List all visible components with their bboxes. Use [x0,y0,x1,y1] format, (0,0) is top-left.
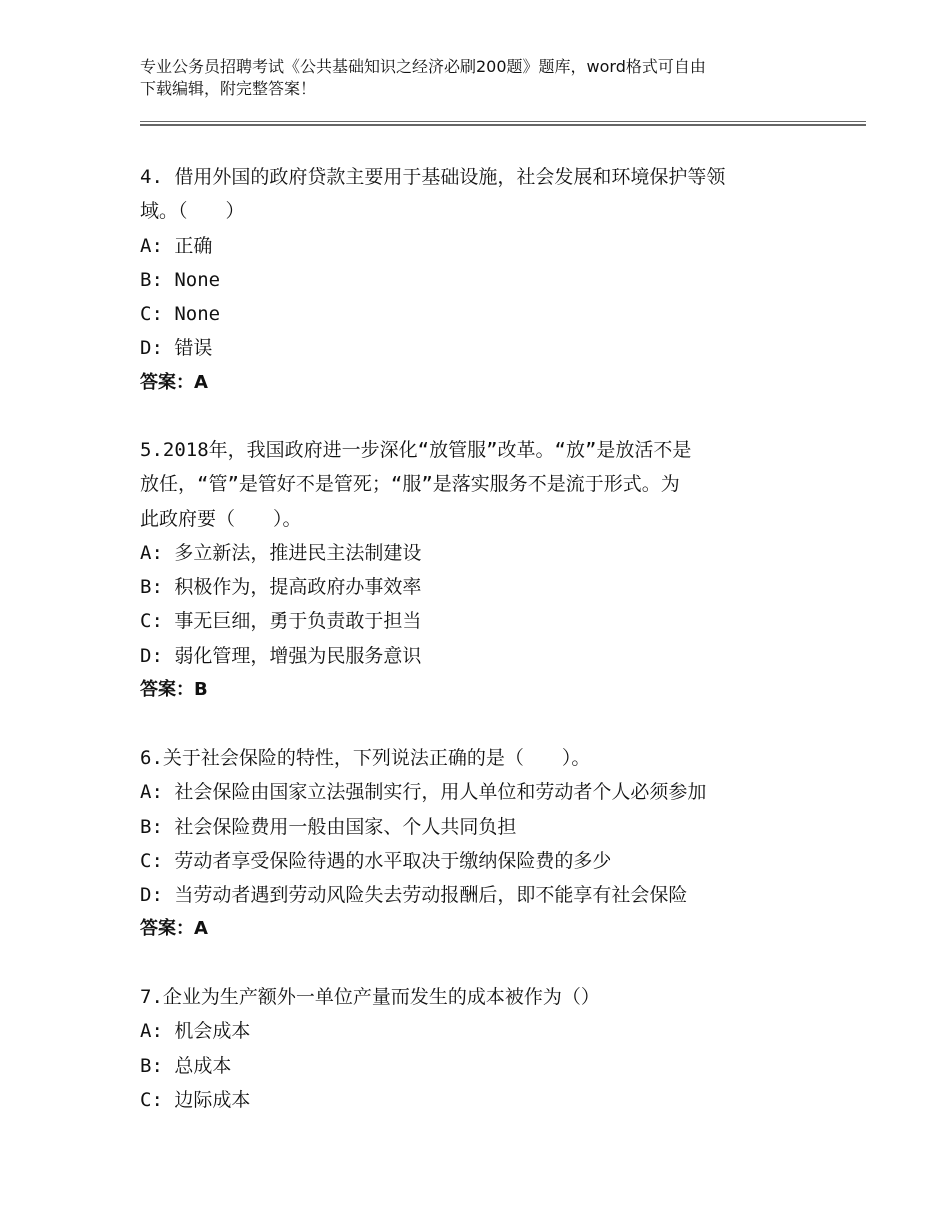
option-d: D: 当劳动者遇到劳动风险失去劳动报酬后，即不能享有社会保险 [140,884,688,907]
option-b: B: 总成本 [140,1054,232,1077]
question-7 [140,980,840,1117]
question-stem-line: 此政府要（ ）。 [140,507,302,530]
question-stem-line: 7.企业为生产额外一单位产量而发生的成本被作为（） [140,986,600,1008]
option-b: B: 社会保险费用一般由国家、个人共同负担 [140,815,517,838]
answer: 答案：A [140,371,208,393]
option-a: A: 机会成本 [140,1020,251,1043]
option-b: B: 积极作为，提高政府办事效率 [140,576,422,599]
document-header [140,56,840,100]
option-a: A: 社会保险由国家立法强制实行，用人单位和劳动者个人必须参加 [140,781,707,804]
option-c: C: 事无巨细，勇于负责敢于担当 [140,610,422,633]
question-stem-line: 域。（ ） [140,200,245,223]
question-stem-line: 5.2018年，我国政府进一步深化“放管服”改革。“放”是放活不是 [140,439,692,461]
answer: 答案：A [140,918,208,940]
option-c: C: 边际成本 [140,1088,251,1111]
header-divider-top [140,121,866,122]
header-divider-bottom [140,124,866,126]
question-4 [140,160,840,400]
header-line-2: 下载编辑，附完整答案！ [140,79,317,98]
question-5 [140,433,840,707]
option-c: C: 劳动者享受保险待遇的水平取决于缴纳保险费的多少 [140,849,612,872]
option-b: B: None [140,268,221,291]
option-a: A: 正确 [140,234,213,257]
question-6 [140,741,840,947]
question-stem-line: 6.关于社会保险的特性，下列说法正确的是（ ）。 [140,747,591,769]
option-d: D: 错误 [140,337,213,360]
question-stem-line: 放任，“管”是管好不是管死；“服”是落实服务不是流于形式。为 [140,473,680,496]
option-c: C: None [140,303,221,326]
header-line-1: 专业公务员招聘考试《公共基础知识之经济必刷200题》题库，word格式可自由 [140,57,706,76]
answer: 答案：B [140,679,208,701]
option-a: A: 多立新法，推进民主法制建设 [140,541,422,564]
option-d: D: 弱化管理，增强为民服务意识 [140,644,422,667]
question-stem-line: 4. 借用外国的政府贷款主要用于基础设施，社会发展和环境保护等领 [140,166,726,188]
